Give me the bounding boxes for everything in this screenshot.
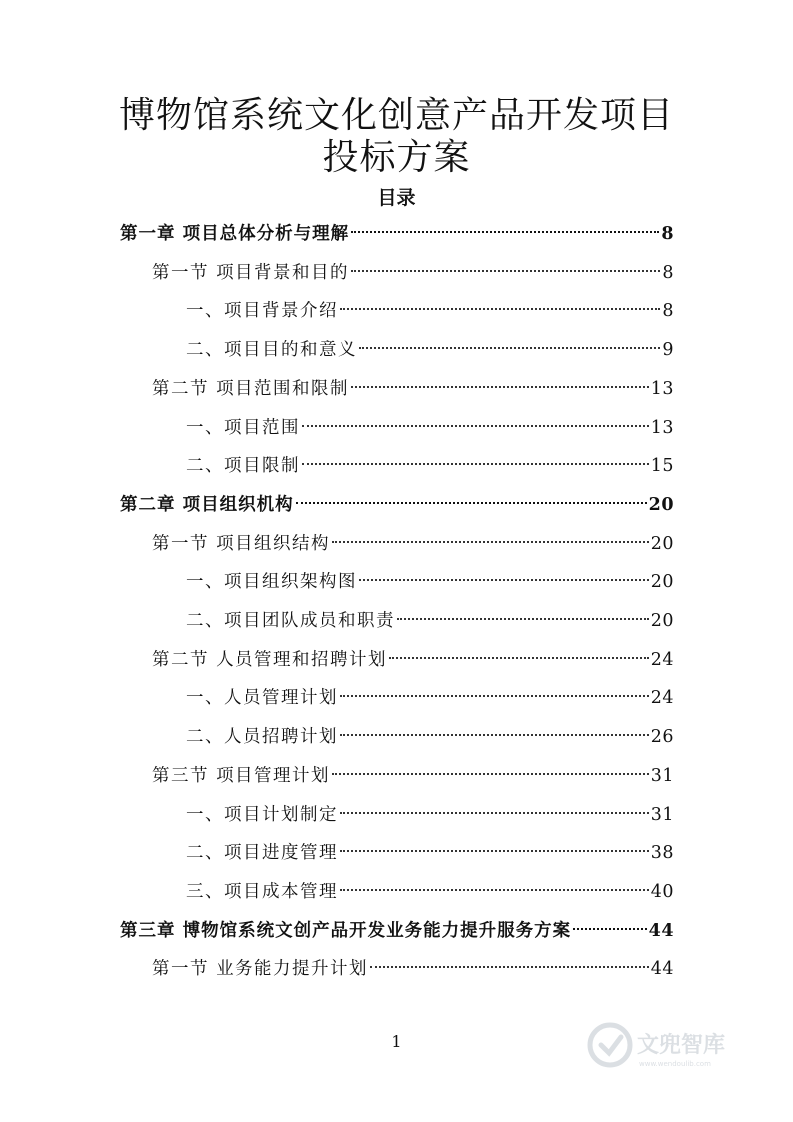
toc-entry-label: 一、项目背景介绍 <box>186 301 338 321</box>
toc-entry-page: 31 <box>650 766 674 786</box>
toc-entry-page: 20 <box>650 572 674 592</box>
toc-entry-page: 20 <box>650 534 674 554</box>
toc-dot-leader <box>351 270 660 272</box>
toc-entry[interactable] <box>152 761 674 791</box>
toc-entry-label: 二、项目团队成员和职责 <box>186 611 395 631</box>
toc-entry-label: 二、项目限制 <box>186 456 300 476</box>
toc-entry[interactable] <box>152 645 674 675</box>
toc-entry[interactable] <box>186 683 674 713</box>
toc-entry-page: 8 <box>662 263 674 283</box>
toc-entry[interactable] <box>120 916 674 946</box>
toc-entry-label: 一、项目计划制定 <box>186 805 338 825</box>
toc-entry-label: 二、人员招聘计划 <box>186 727 338 747</box>
toc-entry[interactable] <box>186 413 674 443</box>
toc-dot-leader <box>302 425 649 427</box>
toc-entry-label: 第一节 业务能力提升计划 <box>152 959 369 979</box>
toc-dot-leader <box>359 347 660 349</box>
toc-entry[interactable] <box>120 219 674 249</box>
toc-dot-leader <box>340 308 660 310</box>
toc-entry[interactable] <box>120 490 674 520</box>
toc-entry-label: 第一节 项目组织结构 <box>152 534 331 554</box>
toc-entry-label: 二、项目进度管理 <box>186 843 338 863</box>
toc-entry[interactable] <box>186 877 674 907</box>
toc-dot-leader <box>389 657 649 659</box>
toc-entry-label: 一、项目范围 <box>186 418 300 438</box>
toc-entry-label: 三、项目成本管理 <box>186 882 338 902</box>
toc-entry-page: 20 <box>650 611 674 631</box>
toc-entry-label: 第三节 项目管理计划 <box>152 766 331 786</box>
toc-entry-page: 8 <box>661 224 674 244</box>
toc-entry-page: 24 <box>650 688 674 708</box>
toc-entry[interactable] <box>186 606 674 636</box>
toc-dot-leader <box>340 889 649 891</box>
toc-entry-label: 第二节 人员管理和招聘计划 <box>152 650 388 670</box>
watermark-icon <box>583 1018 763 1078</box>
toc-entry-page: 13 <box>650 379 674 399</box>
toc-entry[interactable] <box>186 722 674 752</box>
toc-dot-leader <box>340 812 649 814</box>
toc-entry-label: 第三章 博物馆系统文创产品开发业务能力提升服务方案 <box>120 921 572 941</box>
toc-entry-label: 二、项目目的和意义 <box>186 340 357 360</box>
toc-dot-leader <box>332 541 649 543</box>
toc-entry[interactable] <box>186 838 674 868</box>
toc-entry-page: 8 <box>662 301 674 321</box>
toc-entry-label: 一、项目组织架构图 <box>186 572 357 592</box>
watermark-subtext: www.wendoulib.com <box>639 1060 711 1068</box>
toc-entry-page: 44 <box>650 959 674 979</box>
toc-entry-page: 31 <box>650 805 674 825</box>
toc-entry[interactable] <box>152 374 674 404</box>
document-title-line-1: 博物馆系统文化创意产品开发项目 <box>118 95 674 136</box>
toc-entry-page: 20 <box>648 495 674 515</box>
toc-entry[interactable] <box>186 567 674 597</box>
toc-dot-leader <box>359 579 649 581</box>
toc-dot-leader <box>340 734 649 736</box>
toc-entry-page: 44 <box>648 921 674 941</box>
watermark-logo <box>583 1018 763 1078</box>
toc-dot-leader <box>573 928 647 930</box>
toc-dot-leader <box>340 850 649 852</box>
toc-entry-page: 26 <box>650 727 674 747</box>
watermark-text: 文兜智库 <box>637 1033 726 1058</box>
toc-dot-leader <box>340 695 649 697</box>
toc-entry[interactable] <box>152 529 674 559</box>
toc-entry-label: 第二节 项目范围和限制 <box>152 379 350 399</box>
toc-heading: 目录 <box>377 187 416 209</box>
toc-dot-leader <box>370 966 649 968</box>
page-number: 1 <box>391 1032 402 1051</box>
toc-entry-label: 第二章 项目组织机构 <box>120 495 294 515</box>
toc-dot-leader <box>332 773 649 775</box>
toc-entry-page: 38 <box>650 843 674 863</box>
toc-entry-page: 15 <box>650 456 674 476</box>
toc-entry[interactable] <box>186 296 674 326</box>
toc-dot-leader <box>296 502 647 504</box>
toc-entry-label: 第一章 项目总体分析与理解 <box>120 224 350 244</box>
toc-entry-page: 24 <box>650 650 674 670</box>
toc-entry[interactable] <box>152 258 674 288</box>
toc-entry-page: 13 <box>650 418 674 438</box>
toc-dot-leader <box>351 386 649 388</box>
toc-entry[interactable] <box>152 954 674 984</box>
toc-dot-leader <box>302 463 649 465</box>
document-title-line-2: 投标方案 <box>322 137 471 178</box>
toc-dot-leader <box>351 231 659 233</box>
toc-entry-label: 一、人员管理计划 <box>186 688 338 708</box>
toc-entry-label: 第一节 项目背景和目的 <box>152 263 350 283</box>
toc-entry[interactable] <box>186 451 674 481</box>
toc-entry-page: 40 <box>650 882 674 902</box>
toc-entry[interactable] <box>186 800 674 830</box>
toc-entry-page: 9 <box>662 340 674 360</box>
toc-entry[interactable] <box>186 335 674 365</box>
toc-dot-leader <box>397 618 649 620</box>
